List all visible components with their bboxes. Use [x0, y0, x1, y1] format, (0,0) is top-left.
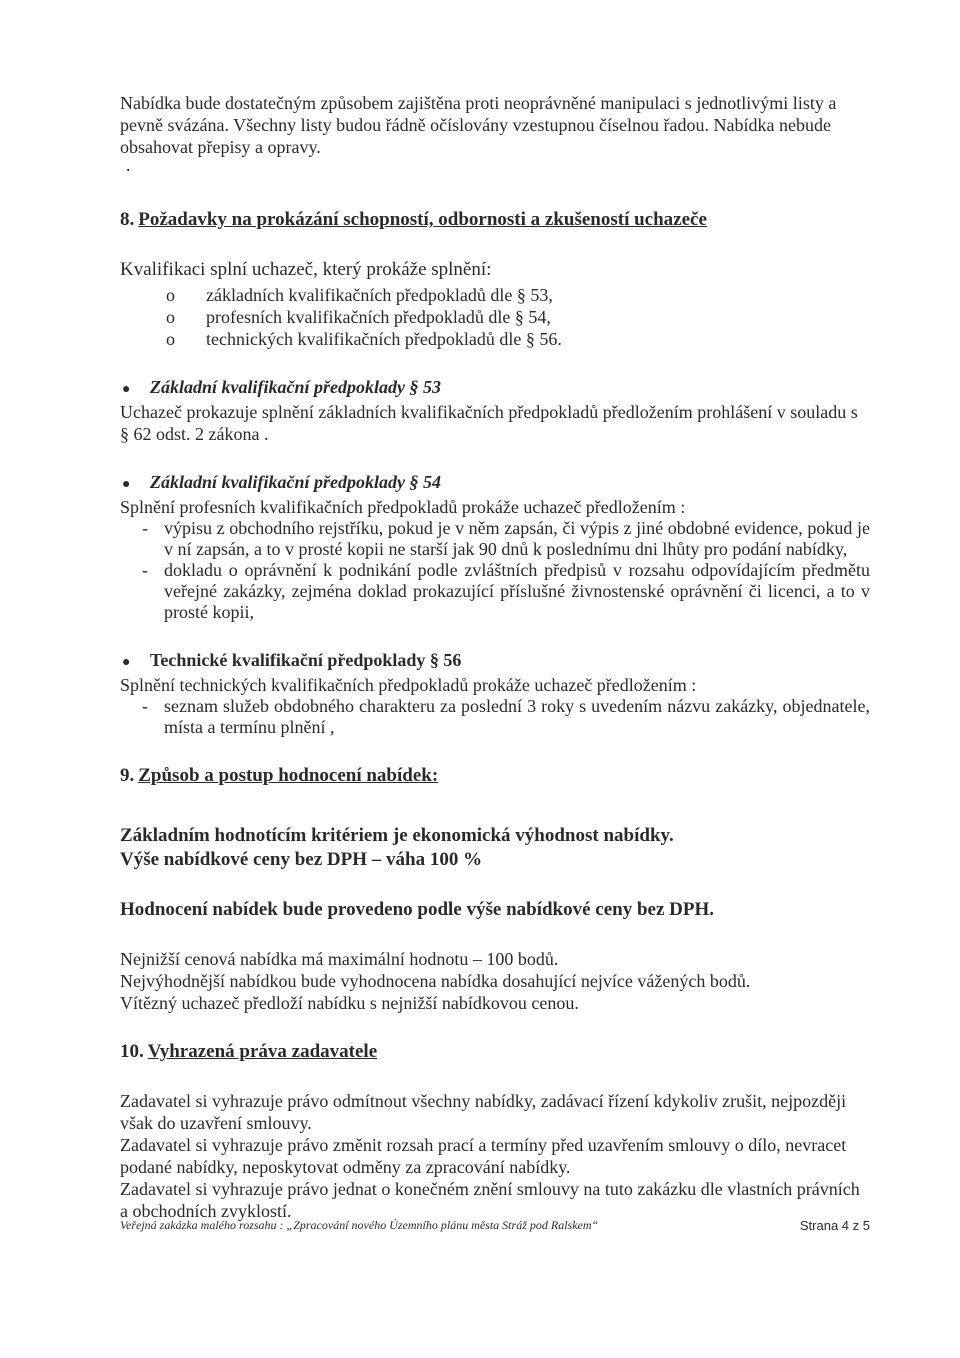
- stray-dot: .: [126, 155, 131, 175]
- list-item: o profesních kvalifikačních předpokladů dle § 54,: [166, 307, 551, 327]
- evaluation-criterion: Základním hodnotícím kritériem je ekonomická výhodnost nabídky.: [120, 825, 674, 846]
- dash-marker: -: [142, 560, 148, 580]
- section-9-number: 9.: [120, 765, 135, 786]
- dash-marker: -: [142, 518, 148, 538]
- page-number: Strana 4 z 5: [799, 1218, 870, 1233]
- list-item: - seznam služeb obdobného charakteru za poslední 3 roky s uvedením názvu zakázky, objednatele, místa a termínu plnění ,: [142, 696, 870, 737]
- list-item: - dokladu o oprávnění k podnikání podle zvláštních předpisů v rozsahu odpovídajícím předmětu veřejné zakázky, zejména doklad prokazující příslušné živnostenské oprávnění či licenci, a to v prosté kopii,: [142, 560, 870, 622]
- section-8-title: Požadavky na prokázání schopností, odbornosti a zkušeností uchazeče: [138, 209, 707, 230]
- bullet-icon: ●: [122, 477, 131, 492]
- list-item: o základních kvalifikačních předpokladů dle § 53,: [166, 285, 553, 305]
- technical-qualification-lead: Splnění technických kvalifikačních předpokladů prokáže uchazeč předložením :: [120, 675, 697, 695]
- intro-paragraph: Nabídka bude dostatečným způsobem zajištěna proti neoprávněné manipulaci s jednotlivými listy a pevně svázána. Všechny listy budou řádně očíslovány vzestupnou číselnou řadou. Nabídka nebude obsahovat přepisy a opravy.: [120, 93, 837, 157]
- bullet-icon: ●: [122, 382, 131, 397]
- evaluation-line: Nejvýhodnější nabídkou bude vyhodnocena nabídka dosahující nejvíce vážených bodů.: [120, 971, 751, 991]
- list-item: - výpisu z obchodního rejstříku, pokud je v něm zapsán, či výpis z jiné obdobné evidence, pokud je v ní zapsán, a to v prosté kopii ne starší jak 90 dnů k poslednímu dni lhůty pro podání nabídky,: [142, 518, 870, 559]
- evaluation-line: Vítězný uchazeč předloží nabídku s nejnižší nabídkovou cenou.: [120, 993, 579, 1013]
- dash-marker: -: [142, 696, 148, 716]
- section-10-number: 10.: [120, 1041, 144, 1062]
- page-footer: [120, 1218, 870, 1233]
- circle-marker: o: [166, 329, 175, 349]
- basic-qualification-text: Uchazeč prokazuje splnění základních kvalifikačních předpokladů předložením prohlášení v souladu s § 62 odst. 2 zákona .: [120, 402, 858, 444]
- section-8-heading: [120, 208, 870, 232]
- rights-paragraph: Zadavatel si vyhrazuje právo jednat o konečném znění smlouvy na tuto zakázku dle vlastních právních a obchodních zvyklostí.: [120, 1179, 860, 1221]
- section-10-heading: [120, 1040, 870, 1064]
- section-10-title: Vyhrazená práva zadavatele: [147, 1041, 378, 1062]
- technical-documents-list: [120, 696, 870, 738]
- section-9-heading: [120, 764, 870, 788]
- footer-project-title: Veřejná zakázka malého rozsahu : „Zpracování nového Územního plánu města Stráž pod Ralskem“: [120, 1218, 599, 1232]
- qualification-list: [120, 284, 870, 350]
- circle-marker: o: [166, 285, 175, 305]
- qualification-lead: Kvalifikaci splní uchazeč, který prokáže splnění:: [120, 259, 492, 280]
- criterion-weight: Výše nabídkové ceny bez DPH – váha 100 %: [120, 849, 483, 870]
- professional-qualification-lead: Splnění profesních kvalifikačních předpokladů prokáže uchazeč předložením :: [120, 497, 686, 517]
- evaluation-method: Hodnocení nabídek bude provedeno podle výše nabídkové ceny bez DPH.: [120, 899, 715, 920]
- technical-qualification-heading: ● Technické kvalifikační předpoklady § 56: [120, 649, 870, 674]
- rights-paragraph: Zadavatel si vyhrazuje právo změnit rozsah prací a termíny před uzavřením smlouvy o dílo, nevracet podané nabídky, neposkytovat odměny za zpracování nabídky.: [120, 1135, 847, 1177]
- list-item: o technických kvalifikačních předpokladů dle § 56.: [166, 329, 562, 349]
- bullet-icon: ●: [122, 655, 131, 670]
- professional-documents-list: [120, 518, 870, 623]
- section-9-title: Způsob a postup hodnocení nabídek:: [138, 765, 439, 786]
- section-8-number: 8.: [120, 209, 135, 230]
- evaluation-line: Nejnižší cenová nabídka má maximální hodnotu – 100 bodů.: [120, 949, 559, 969]
- rights-paragraph: Zadavatel si vyhrazuje právo odmítnout všechny nabídky, zadávací řízení kdykoliv zrušit, nejpozději však do uzavření smlouvy.: [120, 1091, 847, 1133]
- professional-qualification-heading: ● Základní kvalifikační předpoklady § 54: [120, 471, 870, 496]
- basic-qualification-heading: ● Základní kvalifikační předpoklady § 53: [120, 376, 870, 401]
- circle-marker: o: [166, 307, 175, 327]
